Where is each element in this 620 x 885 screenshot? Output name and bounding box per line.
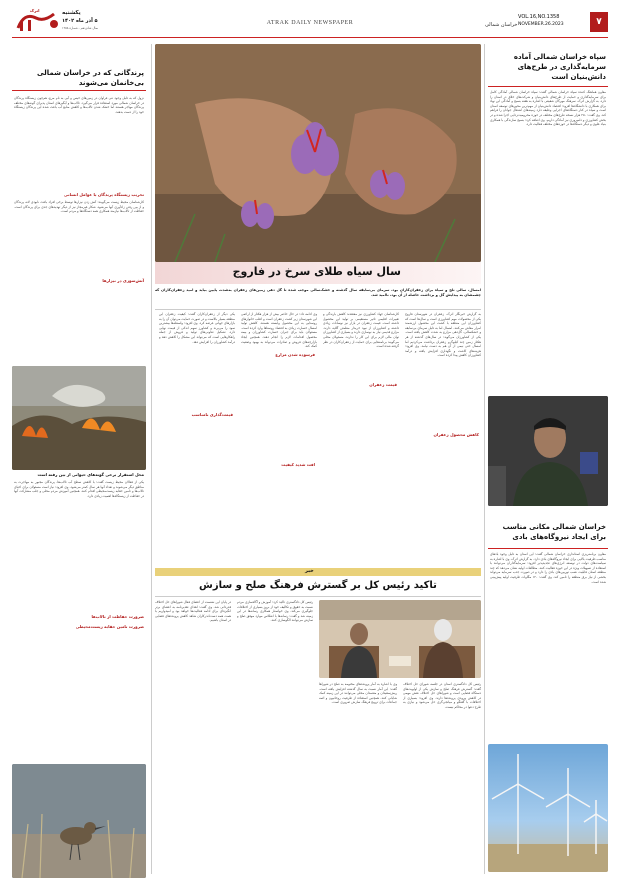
bird-photo [12,764,146,878]
left-body-3: یکی از فعالان محیط زیست گفت: با کاهش سطح آب تالاب‌ها، پرندگان مجبور به مهاجرت به مناطق دیگر می‌شوند و تعداد آنها هر سال کمتر می‌شود. وی افزود: نیاز است مسئولان برای احیای تالاب‌ها و تامین حقابه زیست‌محیطی اقدام کنند. همچنین آموزش مردم محلی و جلب مشارکت آنها در حفاظت از زیستگاه‌ها اهمیت زیادی دارد. [14,480,144,498]
logo-text: اترک [30,8,40,13]
bottom-col-2: وی با اشاره به آمار پرونده‌های مختومه به صلح در شوراها گفت: این آمار نسبت به سال گذشته افزایش یافته است. ریش‌سفیدان و معتمدان محلی می‌توانند در این زمینه کمک شایانی کنند. همچنین استفاده از ظرفیت روحانیون و ائمه جماعات برای ترویج فرهنگ سازش ضروری است. [319,682,397,705]
saffron-flowers-icon [155,44,481,262]
bottom-banner-label: خبر [305,568,314,574]
edition-day: یکشنبه [62,10,81,16]
edition-date: ۵ آذر ماه ۱۴۰۲ [62,18,98,24]
masthead-rule [12,37,608,38]
page-number-badge [590,12,608,32]
bird-icon [12,764,146,878]
right-body: معاون هماهنگ کننده سپاه خراسان شمالی گفت: سپاه خراسان شمالی آمادگی کامل برای سرمایه‌گذاری و حمایت از طرح‌های دانش‌بنیان و شرکت‌های خلاق در استان را دارد. به گزارش اترک، سرهنگ مهرگان شفیعی با اشاره به هفته بسیج و آمادگی این نهاد برای همکاری با دانشگاه‌ها افزود: اقتصاد دانش‌بنیان از مهم‌ترین محورهای توسعه استان است و سپاه در کنار دستگاه‌های اجرایی وظیفه دارد زمینه‌های اشتغال جوانان را فراهم کند. وی گفت: ۲۵۰ هزار نسخه طرح‌های مختلف در حوزه محرومیت‌زدایی اجرا شده و در بخش کشاورزی و دامپروری نیز آمادگی داریم. وی اضافه کرد: بسیج سازندگی با همکاری بنیاد علوی و دیگر دستگاه‌ها در حوزه‌های مختلف فعالیت دارد. [490,90,606,127]
bottom-headline-rule [155,596,481,597]
issue-line: سال شانزدهم - شماره ۱۳۵۸ [62,26,98,30]
burning-reeds-photo [12,366,146,470]
wind-turbine-icon [488,744,608,872]
right-headline: سپاه خراسان شمالی آماده سرمایه‌گذاری در طرح‌های دانش‌بنیان است [513,53,606,81]
right-body-2: معاون برنامه‌ریزی استانداری خراسان شمالی گفت: این استان به دلیل وجود بادهای مناسب ظرفیت بالایی برای ایجاد نیروگاه‌های بادی دارد. به گزارش اترک، وی با اشاره به سیاست‌های دولت در توسعه انرژی‌های تجدیدپذیر افزود: سرمایه‌گذاران می‌توانند با استفاده از تسهیلات ویژه در این حوزه فعالیت کنند. مطالعات اولیه نشان می‌دهد که چند منطقه استان قابلیت نصب توربین‌های بادی را دارد و در صورت جذب سرمایه می‌تواند بخشی از نیاز برق منطقه را تامین کند. وی گفت: ۱۲۰ مگاوات ظرفیت اولیه پیش‌بینی شده است. [490,552,606,584]
left-body-2: کارشناسان محیط زیست می‌گویند: آتش زدن نیزارها توسط برخی افراد باعث نابودی لانه پرندگان و از بین رفتن زادآوری آنها می‌شود. شکار غیرمجاز نیز از دیگر تهدیدهای جدی برای پرندگان است. حفاظت از تالاب‌ها نیازمند همکاری همه دستگاه‌ها و مردم است. [14,200,144,214]
center-headline-bar [155,262,481,284]
center-title: ATRAK DAILY NEWSPAPER [266,20,354,26]
center-lead-rule [155,309,481,310]
bottom-col-4: در پایان این نشست از اعضای فعال شوراهای حل اختلاف قدردانی شد. وی گفت: اهدای تقدیرنامه به اعضای برتر انگیزه‌ای برای ادامه فعالیت‌ها خواهد بود و امیدواریم با همت همه دست‌اندرکاران شاهد کاهش پرونده‌های قضایی در استان باشیم. [155,600,231,623]
bottom-col-1: رئیس کل دادگستری استان در جلسه شورای حل اختلاف گفت: گسترش فرهنگ صلح و سازش یکی از اولویت‌های دستگاه قضایی است و شوراهای حل اختلاف نقش مهمی در کاهش ورودی پرونده‌ها دارند. وی افزود: بسیاری از اختلافات با گفتگو و میانجی‌گری حل می‌شود و نیازی به طرح دعوا در محاکم نیست. [403,682,481,709]
left-headline-rule [12,90,146,91]
date-en: NOVEMBER.26.2023 [518,22,564,27]
divider-right [484,44,485,874]
left-headline: پرندگانی که در خراسان شمالی بی‌خانمان می‌شوند [37,69,144,87]
vol-info: VOL.16,NO.1358 [518,14,560,20]
right-column [488,44,608,884]
left-column [12,44,146,884]
center-col-3: وی ادامه داد: در حال حاضر بیش از هزار هکتار از اراضی این شهرستان زیر کشت زعفران است و اغلب خانوارهای روستایی به این محصول وابسته هستند. کاهش تولید امسال خسارت زیادی به اقتصاد روستاها وارد کرده است. مسئولان باید برای جبران خسارت کشاورزان و بیمه محصول اقدامات لازم را انجام دهند. همچنین ایجاد بازارچه‌های فروش و صادرات می‌تواند به بهبود وضعیت کمک کند. [241,312,317,349]
center-subhead-5: قیمت‌گذاری نامناسب [191,412,233,417]
page-number: ۷ [596,17,602,27]
left-subhead-bottom: ضرورت تامین حقابه زیست‌محیطی [75,624,144,629]
commander-portrait-icon [488,396,608,506]
center-headline: سال سیاه طلای سرخ در فاروج [232,265,401,278]
bottom-banner [155,568,481,576]
left-photo1-caption: محل استقرار برخی گونه‌های حیوانی از بین رفته است [37,472,144,477]
right-headline-rule [488,86,608,87]
center-col-2: کارشناسان جهاد کشاورزی نیز معتقدند کاهش بارندگی و تغییرات اقلیمی تاثیر مستقیمی بر تولید این محصول داشته است. قیمت زعفران در بازار نیز نوسانات زیادی داشته و کشاورزان از نبود خریدار مطمئن گلایه دارند. مزارع قدیمی نیاز به نوسازی دارند و بسیاری از کشاورزان توان مالی لازم برای این کار را ندارند. مسئولان محلی می‌گویند برنامه‌هایی برای حمایت از زعفران‌کاران در نظر گرفته شده است. [323,312,399,349]
bottom-columns [155,600,481,876]
commander-photo [488,396,608,506]
center-subhead-4: افت شدید کیفیت [281,462,315,467]
fire-marsh-icon [12,366,146,470]
meeting-photo [319,600,481,678]
masthead [0,0,620,44]
left-subhead-3: ضرورت حفاظت از تالاب‌ها [91,614,144,619]
divider-left [151,44,152,874]
center-col-1: به گزارش خبرنگار اترک، زعفران در شهرستان فاروج یکی از محصولات مهم کشاورزی است و سال‌ها است که کشاورزان این منطقه با کشت این محصول ارزشمند امرار معاش می‌کنند. امسال اما به دلیل سرمای بی‌سابقه و خشکسالی، گل‌دهی مزارع به شدت کاهش یافته است. یکی از کشاورزان می‌گوید: در سال‌های گذشته از هر هکتار زمین چند کیلوگرم زعفران برداشت می‌کردیم اما امسال حتی نیمی از آن هم به دست نیامد. وی افزود: هزینه‌های کاشت و نگهداری افزایش یافته و درآمد کشاورزان کاهش پیدا کرده است. [405,312,481,358]
right-headline-2-rule [488,548,608,549]
center-subhead-2: قیمت زعفران [369,382,397,387]
bottom-col-3: رئیس کل دادگستری تاکید کرد: آموزش و آگاه‌سازی مردم نسبت به حقوق و تکالیف خود از بروز بسیاری از اختلافات جلوگیری می‌کند. وی خواستار همکاری رسانه‌ها در این زمینه شد و گفت: رسانه‌ها با انعکاس موارد موفق صلح و سازش می‌توانند الگوسازی کنند. [237,600,313,623]
wind-turbines-photo [488,744,608,872]
left-subhead-1: تخریب زیستگاه پرندگان با عوامل انسانی [64,192,144,197]
right-headline-2: خراسان شمالی مکانی مناسب برای ایجاد نیروگاه‌های بادی [502,523,606,541]
meeting-scene-icon [319,600,481,678]
bottom-headline: تاکید رئیس کل بر گسترش فرهنگ صلح و سازش [199,580,437,591]
center-subhead-3: فرسوده شدن مزارع [275,352,315,357]
left-body: نزول که به دلیل وجود تنی فراوان در زمین‌های خیس و آبی به نام مرغ، هم‌چون زیستگاه پرندگان در خراسان شمالی مورد استفاده قرار می‌گیرد. تالاب‌ها و آبگیرهای استان پذیرای گونه‌های مختلف پرندگان مهاجر هستند اما خشک شدن تالاب‌ها و کاهش منابع آب باعث شده این پرندگان زیستگاه خود را از دست بدهند. [14,96,144,114]
center-lead: امسال، سالی تلخ و سیاه برای زعفران‌کاران بود، سرمای بی‌سابقه سال گذشته و خشک‌سالی موجب شده تا گل دهی زمین‌های زعفران به‌شدت پایین بیاید و امید زعفران‌کاران که چشمشان به پیدایش گل و برداشت حاصله از آن بود، ناامید شد. [155,288,481,297]
center-subhead-1: کاهش محصول زعفران [433,432,479,437]
saffron-photo [155,44,481,262]
center-col-4: یکی دیگر از زعفران‌کاران گفت: کیفیت زعفران این منطقه بسیار بالاست و در صورت حمایت می‌توان آن را به بازارهای جهانی عرضه کرد. وی افزود: واسطه‌ها بیشترین سود را می‌برند و کشاورز سهم اندکی از قیمت نهایی دارد. تشکیل تعاونی‌های تولید و فروش از جمله راهکارهایی است که می‌تواند این مشکل را کاهش دهد و درآمد کشاورزان را افزایش دهد. [159,312,235,344]
section-label: خراسان شمالی [485,22,518,28]
center-columns [155,312,481,566]
left-subhead-2: آتش‌سوزی در نیزارها [102,278,144,283]
